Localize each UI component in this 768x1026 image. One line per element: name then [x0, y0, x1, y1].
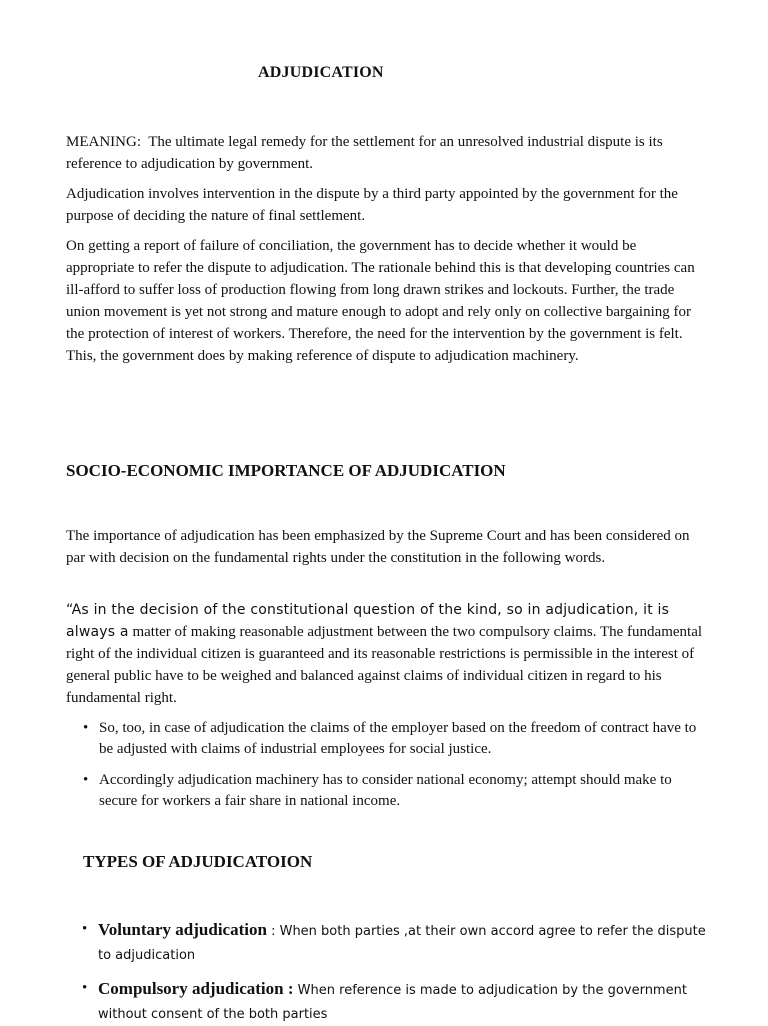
bullet-icon: • [82, 980, 88, 996]
definition-paragraph: Adjudication involves intervention in the dispute by a third party appointed by the government for the purpose of deciding the nature of final settlement. [66, 186, 678, 224]
document-title: ADJUDICATION [258, 64, 384, 81]
importance-bullet-list [81, 718, 711, 812]
bullet-text: So, too, in case of adjudication the claims of the employer based on the freedom of contract have to be adjusted with claims of industrial employees for social justice. [99, 720, 697, 757]
type-description: When both parties ,at their own accord agree to refer the dispute to adjudication [98, 924, 706, 963]
bullet-icon: • [83, 772, 89, 788]
quote-first-line: “As in the decision of the constitutional question of the kind, so in adjudication, it is always a [66, 602, 670, 640]
supreme-court-quote [66, 599, 706, 709]
bullet-icon: • [82, 921, 88, 937]
list-item [80, 977, 710, 1026]
rationale-paragraph: On getting a report of failure of conciliation, the government has to decide whether it would be appropriate to refer the dispute to adjudication. The rationale behind this is that developing countries can ill-afford to suffer loss of production flowing from long drawn strikes and lockouts. Further, the trade union movement is yet not strong and mature enough to adopt and rely only on collective bargaining for the protection of interest of workers. Therefore, the need for the intervention by the government is felt. This, the government does by making reference of dispute to adjudication machinery. [66, 238, 695, 364]
type-description: When reference is made to adjudication by the government without consent of the both parties [98, 983, 687, 1022]
list-item [81, 770, 711, 812]
section-heading-types: TYPES OF ADJUDICATOION [83, 852, 313, 871]
bullet-icon: • [83, 720, 89, 736]
importance-intro-paragraph: The importance of adjudication has been emphasized by the Supreme Court and has been considered on par with decision on the fundamental rights under the constitution in the following words. [66, 528, 690, 566]
meaning-text: The ultimate legal remedy for the settlement for an unresolved industrial dispute is its reference to adjudication by government. [66, 134, 663, 172]
types-list [80, 918, 710, 1026]
bullet-text: Accordingly adjudication machinery has to consider national economy; attempt should make to secure for workers a fair share in national income. [99, 772, 672, 809]
type-separator: : [266, 924, 280, 939]
quote-remainder: matter of making reasonable adjustment between the two compulsory claims. The fundamental right of the individual citizen is guaranteed and its reasonable restrictions is permissible in the interest of general public have to be weighed and balanced against claims of individual citizen in regard to his fundamental right. [66, 624, 703, 706]
list-item [81, 718, 711, 760]
type-term: Voluntary adjudication [98, 920, 267, 939]
meaning-paragraph [66, 131, 706, 175]
section-heading-importance: SOCIO-ECONOMIC IMPORTANCE OF ADJUDICATION [66, 461, 506, 480]
type-term: Compulsory adjudication : [98, 979, 294, 998]
meaning-label: MEANING: [66, 134, 141, 150]
list-item [80, 918, 710, 967]
